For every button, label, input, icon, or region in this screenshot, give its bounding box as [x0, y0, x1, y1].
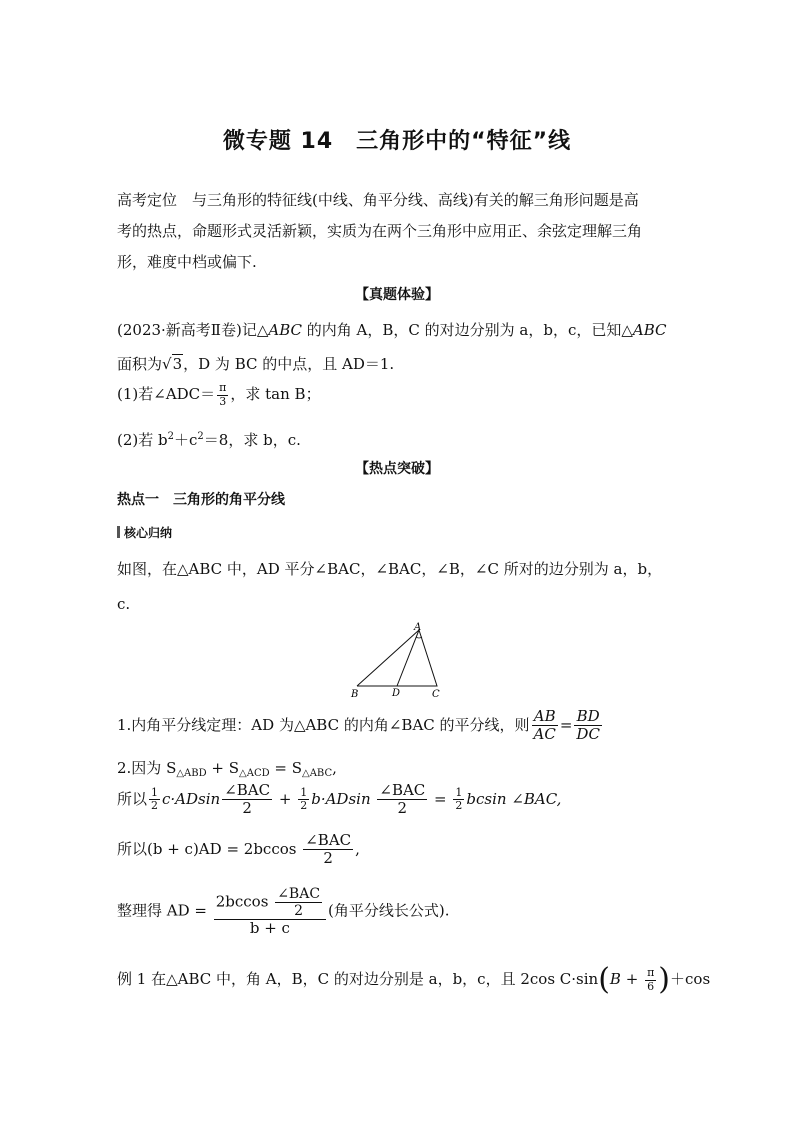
desc-line-1: 如图，在△ABC 中，AD 平分∠BAC，∠BAC，∠B，∠C 所对的边分别为 a，b， — [117, 560, 663, 578]
problem-line-2: 面积为√3，D 为 BC 的中点，且 AD＝1. — [117, 350, 394, 378]
fraction-pi-6: $\frac{\pi}{6}$ — [647, 965, 655, 993]
angle-mark — [416, 637, 422, 638]
section-heading-zhenti: 【真题体验】 — [355, 287, 439, 303]
fraction-half-1: $\frac{1}{2}$ — [151, 785, 159, 813]
fraction-half-angle-3: $\frac{\text{∠BAC}}{2}$ — [305, 831, 352, 868]
hotspot-heading: 热点一 三角形的角平分线 — [117, 492, 285, 508]
intro-line-2: 考的热点，命题形式灵活新颖，实质为在两个三角形中应用正、余弦定理解三角 — [117, 222, 643, 240]
core-summary-label: 核心归纳 — [117, 519, 172, 547]
intro-line-1: 高考定位 与三角形的特征线(中线、角平分线、高线)有关的解三角形问题是高 — [117, 191, 639, 209]
area-equation: 所以 $\frac{1}{2}$ c·ADsin $\frac{\text{∠BAC}}{2}$ + $\frac{1}{2}$ b·ADsin $\frac{\text{∠BAC}}{2}$ = $\frac{1}{2}$ bcsin ∠BAC, — [117, 781, 562, 818]
section-heading-redian: 【热点突破】 — [355, 461, 439, 477]
section-marker — [117, 526, 120, 538]
intro-line-3: 形，难度中档或偏下. — [117, 253, 257, 271]
vertex-label-a: A — [414, 622, 422, 633]
fraction-pi-3: $\frac{\pi}{3}$ — [219, 380, 227, 408]
question-1: (1)若∠ADC＝ $\frac{\pi}{3}$ ，求 tan B； — [117, 380, 321, 408]
fraction-bd-dc: $\frac{BD}{DC}$ — [576, 707, 600, 744]
triangle-abc — [357, 630, 437, 686]
vertex-label-b: B — [351, 689, 359, 700]
fraction-half-angle-2: $\frac{\text{∠BAC}}{2}$ — [379, 781, 426, 818]
vertex-label-c: C — [432, 689, 440, 700]
triangle-figure — [345, 620, 455, 702]
problem-line-1: (2023·新高考Ⅱ卷)记△ABC 的内角 A，B，C 的对边分别为 a，b，c，已知△ABC — [117, 321, 667, 339]
fraction-half-2: $\frac{1}{2}$ — [300, 785, 308, 813]
bisector-length-formula: 整理得 AD = 2bccos $\frac{\text{∠BAC}}{2}$ b + c (角平分线长公式). — [117, 886, 450, 938]
bisector-ad — [397, 630, 419, 686]
fraction-half-3: $\frac{1}{2}$ — [455, 785, 463, 813]
page-title: 微专题 14 三角形中的“特征”线 — [222, 129, 572, 154]
item-1: 1.内角平分线定理：AD 为△ABC 的内角∠BAC 的平分线，则 $\frac{AB}{AC}$ = $\frac{BD}{DC}$ — [117, 707, 600, 744]
desc-line-2: c. — [117, 595, 131, 613]
fraction-ab-ac: $\frac{AB}{AC}$ — [533, 707, 556, 744]
item-2: 2.因为 $S_{\triangle ABD} + S_{\triangle ACD} = S_{\triangle ABC}$, — [117, 759, 337, 779]
vertex-label-d: D — [392, 688, 401, 699]
sqrt-symbol: √3 — [162, 355, 183, 373]
fraction-half-angle-1: $\frac{\text{∠BAC}}{2}$ — [224, 781, 271, 818]
simplified-equation: 所以(b + c)AD = 2bccos $\frac{\text{∠BAC}}{2}$ , — [117, 831, 360, 868]
example-1: 例 1 在△ABC 中，角 A，B，C 的对边分别是 a，b，c，且 2cos C·sin(B + $\frac{\pi}{6}$ )＋cos — [117, 962, 711, 997]
fraction-ad-formula: 2bccos $\frac{\text{∠BAC}}{2}$ b + c — [214, 886, 326, 937]
question-2: (2)若 $b^2+c^2=8$，求 b，c. — [117, 431, 301, 449]
